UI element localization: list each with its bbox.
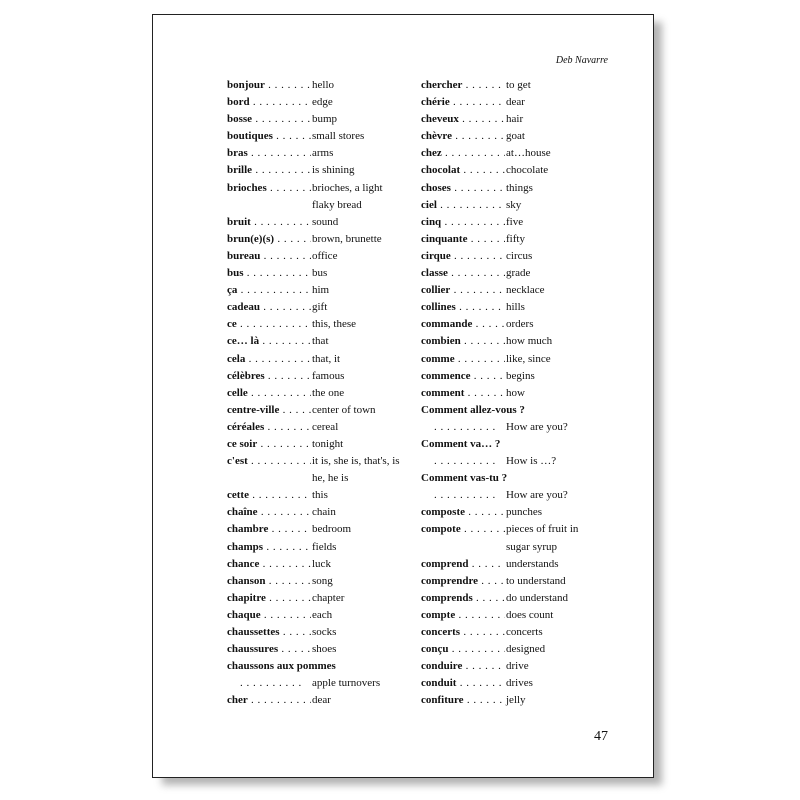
glossary-definition: chapter (311, 590, 417, 607)
glossary-definition: things (505, 180, 611, 197)
glossary-definition: bus (311, 265, 417, 282)
glossary-entry (227, 231, 417, 248)
glossary-term: collines . . . (421, 299, 505, 316)
glossary-term: conçu . . . (421, 641, 505, 658)
glossary-entry (421, 436, 611, 453)
glossary-term: compote . . . (421, 521, 505, 538)
glossary-term: ce soir . . . (227, 436, 311, 453)
glossary-entry (421, 316, 611, 333)
glossary-definition: How are you? (505, 487, 611, 504)
glossary-term (227, 675, 311, 692)
glossary-definition: center of town (311, 402, 417, 419)
glossary-entry (421, 573, 611, 590)
glossary-definition: pieces of fruit in (505, 521, 611, 538)
glossary-entry (227, 624, 417, 641)
glossary-entry (227, 111, 417, 128)
glossary-entry (421, 453, 611, 470)
glossary-column-right (421, 77, 611, 709)
glossary-entry (227, 265, 417, 282)
glossary-definition: designed (505, 641, 611, 658)
glossary-definition: bedroom (311, 521, 417, 538)
glossary-definition: drive (505, 658, 611, 675)
glossary-definition: socks (311, 624, 417, 641)
glossary-term: ça . . . (227, 282, 311, 299)
glossary-entry (227, 539, 417, 556)
glossary-definition: hair (505, 111, 611, 128)
glossary-definition: sky (505, 197, 611, 214)
glossary-entry (421, 162, 611, 179)
glossary-term: bruit . . . (227, 214, 311, 231)
glossary-definition: song (311, 573, 417, 590)
glossary-definition: each (311, 607, 417, 624)
glossary-entry (421, 692, 611, 709)
glossary-entry (227, 487, 417, 504)
glossary-entry (227, 675, 417, 692)
glossary-entry (227, 351, 417, 368)
glossary-definition: to understand (505, 573, 611, 590)
glossary-entry (421, 180, 611, 197)
glossary-term: bus . . . (227, 265, 311, 282)
glossary-entry (421, 77, 611, 94)
glossary-definition: understands (505, 556, 611, 573)
glossary-definition: hello (311, 77, 417, 94)
glossary-definition: the one (311, 385, 417, 402)
glossary-definition: orders (505, 316, 611, 333)
glossary-definition: that (311, 333, 417, 350)
glossary-term: chérie . . . (421, 94, 505, 111)
glossary-term: boutiques . . . (227, 128, 311, 145)
glossary-entry (421, 419, 611, 436)
glossary-term: commande . . . (421, 316, 505, 333)
glossary-entry (227, 590, 417, 607)
glossary-definition: How is …? (505, 453, 611, 470)
glossary-term: bord . . . (227, 94, 311, 111)
glossary-term: composte . . . (421, 504, 505, 521)
leader-dots: . . . . . . . . . . (227, 677, 302, 690)
glossary-entry (421, 94, 611, 111)
glossary-term: cinquante . . . (421, 231, 505, 248)
glossary-entry (421, 282, 611, 299)
glossary-term: brioches . . . (227, 180, 311, 197)
glossary-term: ciel . . . (421, 197, 505, 214)
glossary-entry (227, 607, 417, 624)
page-number: 47 (594, 729, 608, 744)
glossary-term: comprendre . . . (421, 573, 505, 590)
glossary-term: cirque . . . (421, 248, 505, 265)
glossary-entry (421, 265, 611, 282)
glossary-entry (227, 128, 417, 145)
glossary-definition: office (311, 248, 417, 265)
glossary-term (421, 539, 505, 556)
glossary-definition: how (505, 385, 611, 402)
glossary-definition: sugar syrup (505, 539, 611, 556)
glossary-entry (227, 180, 417, 197)
glossary-term: choses . . . (421, 180, 505, 197)
glossary-definition: shoes (311, 641, 417, 658)
glossary-entry (227, 385, 417, 402)
glossary-definition: bump (311, 111, 417, 128)
glossary-definition: concerts (505, 624, 611, 641)
glossary-definition: five (505, 214, 611, 231)
book-page (152, 14, 654, 778)
glossary-term: cadeau . . . (227, 299, 311, 316)
glossary-entry (421, 197, 611, 214)
glossary-term: Comment vas-tu ? (421, 472, 508, 485)
glossary-entry (227, 214, 417, 231)
glossary-term: centre-ville . . . (227, 402, 311, 419)
glossary-entry (421, 368, 611, 385)
glossary-definition: dear (505, 94, 611, 111)
glossary-entry (421, 385, 611, 402)
glossary-entry (421, 145, 611, 162)
glossary-definition: small stores (311, 128, 417, 145)
glossary-term: chaussons aux pommes (227, 660, 336, 673)
glossary-term (227, 197, 311, 214)
glossary-term: bureau . . . (227, 248, 311, 265)
glossary-definition: chocolate (505, 162, 611, 179)
glossary-term: ce… là . . . (227, 333, 311, 350)
glossary-definition: goat (505, 128, 611, 145)
glossary-term: chaussettes . . . (227, 624, 311, 641)
glossary-entry (421, 128, 611, 145)
glossary-term: chercher . . . (421, 77, 505, 94)
glossary-term: collier . . . (421, 282, 505, 299)
glossary-entry (421, 470, 611, 487)
glossary-term: chèvre . . . (421, 128, 505, 145)
glossary-entry (227, 692, 417, 709)
glossary-definition: like, since (505, 351, 611, 368)
glossary-definition: brown, brunette (311, 231, 417, 248)
glossary-term: Comment va… ? (421, 437, 501, 450)
glossary-definition: circus (505, 248, 611, 265)
glossary-term: comprend . . . (421, 556, 505, 573)
glossary-entry (227, 641, 417, 658)
glossary-term: ce . . . (227, 316, 311, 333)
glossary-term: Comment allez-vous ? (421, 403, 525, 416)
glossary-entry (227, 316, 417, 333)
glossary-definition: How are you? (505, 419, 611, 436)
glossary-entry (421, 333, 611, 350)
glossary-column-left (227, 77, 417, 709)
glossary-entry (421, 504, 611, 521)
glossary-entry (421, 658, 611, 675)
glossary-term: chanson . . . (227, 573, 311, 590)
glossary-term: chance . . . (227, 556, 311, 573)
glossary-entry (421, 607, 611, 624)
glossary-term: concerts . . . (421, 624, 505, 641)
glossary-definition: to get (505, 77, 611, 94)
glossary-term: célèbres . . . (227, 368, 311, 385)
glossary-term: chapitre . . . (227, 590, 311, 607)
glossary-term (421, 453, 505, 470)
glossary-entry (227, 333, 417, 350)
glossary-term: compte . . . (421, 607, 505, 624)
glossary-entry (227, 556, 417, 573)
glossary-term (421, 487, 505, 504)
glossary-term: comprends . . . (421, 590, 505, 607)
glossary-entry (421, 402, 611, 419)
glossary-definition: do understand (505, 590, 611, 607)
glossary-definition: fifty (505, 231, 611, 248)
leader-dots: . . . . . . . . . . (421, 455, 496, 468)
glossary-term: chez . . . (421, 145, 505, 162)
glossary-definition: famous (311, 368, 417, 385)
glossary-definition: is shining (311, 162, 417, 179)
glossary-entry (227, 573, 417, 590)
glossary-definition: drives (505, 675, 611, 692)
glossary-entry (421, 590, 611, 607)
glossary-definition: luck (311, 556, 417, 573)
glossary-term: commence . . . (421, 368, 505, 385)
glossary-term: confiture . . . (421, 692, 505, 709)
glossary-term: conduire . . . (421, 658, 505, 675)
glossary-term (421, 419, 505, 436)
glossary-definition: dear (311, 692, 417, 709)
glossary-definition: how much (505, 333, 611, 350)
glossary-definition: he, he is (311, 470, 417, 487)
glossary-term: chaussures . . . (227, 641, 311, 658)
glossary-definition: does count (505, 607, 611, 624)
glossary-term: bosse . . . (227, 111, 311, 128)
glossary-entry (227, 521, 417, 538)
glossary-definition: punches (505, 504, 611, 521)
glossary-entry (421, 248, 611, 265)
glossary-term: conduit . . . (421, 675, 505, 692)
glossary-definition: gift (311, 299, 417, 316)
glossary-term: chaque . . . (227, 607, 311, 624)
glossary-term: c'est . . . (227, 453, 311, 470)
glossary-term: cher . . . (227, 692, 311, 709)
glossary-entry (227, 436, 417, 453)
leader-dots: . . . . . . . . . . (421, 489, 496, 502)
glossary-entry (227, 77, 417, 94)
glossary-entry (227, 197, 417, 214)
glossary-term: bonjour . . . (227, 77, 311, 94)
glossary-term: cheveux . . . (421, 111, 505, 128)
glossary-definition: hills (505, 299, 611, 316)
glossary-entry (421, 521, 611, 538)
glossary-entry (421, 641, 611, 658)
glossary-entry (227, 658, 417, 675)
glossary-entry (421, 556, 611, 573)
glossary-entry (421, 214, 611, 231)
glossary-term: combien . . . (421, 333, 505, 350)
glossary-definition: fields (311, 539, 417, 556)
glossary-entry (227, 299, 417, 316)
glossary-definition: sound (311, 214, 417, 231)
glossary-definition: edge (311, 94, 417, 111)
glossary-entry (227, 402, 417, 419)
glossary-definition: that, it (311, 351, 417, 368)
glossary-term: brun(e)(s) . . . (227, 231, 311, 248)
glossary-definition: it is, she is, that's, is (311, 453, 417, 470)
glossary-definition: flaky bread (311, 197, 417, 214)
glossary-term: champs . . . (227, 539, 311, 556)
glossary-term: bras . . . (227, 145, 311, 162)
glossary-entry (421, 675, 611, 692)
glossary-term: cette . . . (227, 487, 311, 504)
glossary-definition: grade (505, 265, 611, 282)
glossary-entry (227, 282, 417, 299)
glossary-term: cela . . . (227, 351, 311, 368)
glossary-definition: tonight (311, 436, 417, 453)
glossary-definition: chain (311, 504, 417, 521)
glossary-entry (421, 539, 611, 556)
glossary-term: chocolat . . . (421, 162, 505, 179)
glossary-entry (227, 145, 417, 162)
glossary-entry (421, 299, 611, 316)
running-header: Deb Navarre (555, 55, 608, 66)
glossary-entry (421, 487, 611, 504)
glossary-term: brille . . . (227, 162, 311, 179)
glossary-entry (227, 368, 417, 385)
glossary-entry (421, 351, 611, 368)
glossary-term: chaîne . . . (227, 504, 311, 521)
glossary-definition: arms (311, 145, 417, 162)
glossary-entry (227, 470, 417, 487)
leader-dots: . . . . . . . . . . (421, 420, 496, 433)
glossary-definition: begins (505, 368, 611, 385)
glossary-definition: apple turnovers (311, 675, 417, 692)
glossary-entry (227, 94, 417, 111)
glossary-term (227, 470, 311, 487)
glossary-definition: jelly (505, 692, 611, 709)
glossary-term: céréales . . . (227, 419, 311, 436)
glossary-term: chambre . . . (227, 521, 311, 538)
glossary-entry (227, 248, 417, 265)
glossary-entry (421, 624, 611, 641)
glossary-term: comme . . . (421, 351, 505, 368)
glossary-term: classe . . . (421, 265, 505, 282)
glossary-term: cinq . . . (421, 214, 505, 231)
glossary-term: comment . . . (421, 385, 505, 402)
glossary-term: celle . . . (227, 385, 311, 402)
glossary-definition: this (311, 487, 417, 504)
glossary-entry (421, 111, 611, 128)
glossary-entry (227, 419, 417, 436)
glossary-definition: brioches, a light (311, 180, 417, 197)
glossary-definition: at…house (505, 145, 611, 162)
glossary-definition: necklace (505, 282, 611, 299)
glossary-entry (227, 504, 417, 521)
glossary-entry (421, 231, 611, 248)
glossary-entry (227, 453, 417, 470)
glossary-definition: him (311, 282, 417, 299)
glossary-definition: cereal (311, 419, 417, 436)
glossary-entry (227, 162, 417, 179)
glossary-definition: this, these (311, 316, 417, 333)
